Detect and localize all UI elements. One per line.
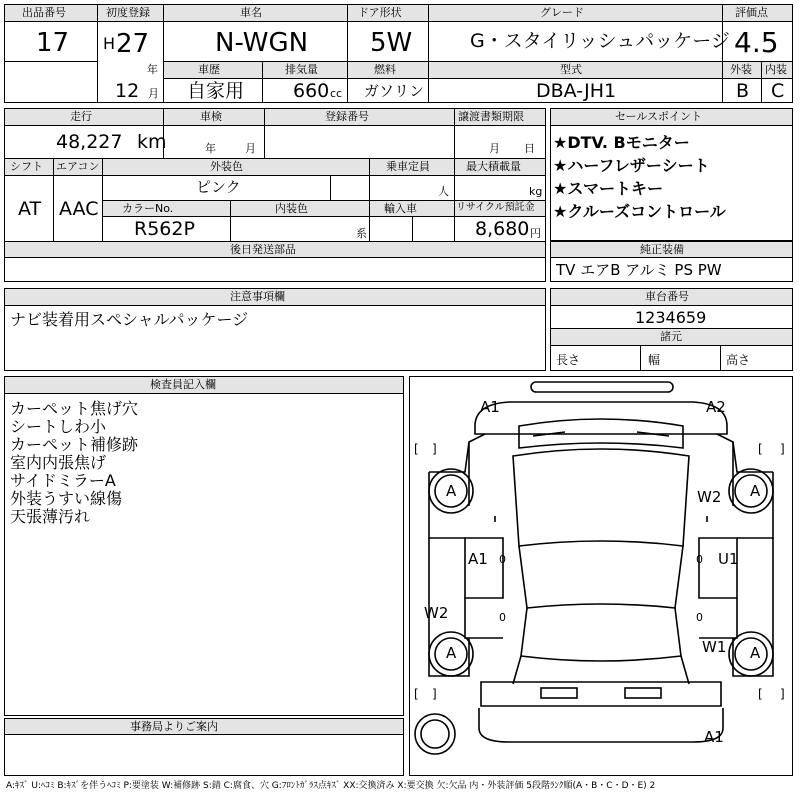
inspector-label: 検査員記入欄 [150, 378, 216, 391]
interior-score: C [771, 80, 785, 102]
equipment-label: 純正装備 [640, 243, 684, 256]
era: H [103, 34, 116, 53]
zero-mark: 0 [696, 553, 703, 566]
sales-point-item: ★スマートキー [553, 179, 664, 198]
reg-month: 12 [115, 80, 140, 102]
damage-mark-tire-rl: A [446, 644, 457, 662]
recycle-unit: 円 [530, 227, 541, 240]
model-label: 型式 [560, 63, 582, 76]
chassis-label: 車台番号 [645, 290, 689, 303]
zero-mark: 0 [499, 611, 506, 624]
ac-label: エアコン [56, 160, 100, 173]
max-load-unit: kg [529, 185, 543, 198]
interior-label: 内装 [765, 63, 787, 76]
bracket-open: [ [414, 442, 419, 456]
car-diagram [409, 376, 793, 776]
inspector-note: 天張薄汚れ [10, 507, 91, 526]
recycle-fee: 8,680 [475, 218, 530, 240]
height-label: 高さ [726, 353, 751, 367]
inspector-note: 室内内張焦げ [10, 453, 107, 472]
transfer-label: 譲渡書類期限 [458, 110, 524, 123]
mileage: 48,227 [56, 131, 123, 153]
ac: AAC [59, 198, 99, 220]
zero-mark: 0 [696, 611, 703, 624]
inspector-note: 外装うすい線傷 [10, 489, 123, 508]
lot-no: 17 [36, 28, 70, 58]
import-label: 輸入車 [384, 202, 417, 215]
year-unit: 年 [147, 63, 158, 76]
inspection-year-unit: 年 [205, 142, 216, 155]
capacity-unit: 人 [438, 185, 449, 198]
damage-mark-a1-rear: A1 [704, 728, 724, 746]
grade-label: グレード [540, 6, 584, 19]
sales-point-item: ★クルーズコントロール [553, 202, 726, 221]
lot-no-label: 出品番号 [22, 6, 66, 19]
later-parts-label: 後日発送部品 [230, 243, 296, 256]
sales-point-item: ★DTV. Bモニター [553, 133, 690, 152]
damage-mark-tire-fl: A [446, 482, 457, 500]
office-label: 事務局よりご案内 [130, 720, 218, 733]
zero-mark: 0 [499, 553, 506, 566]
transfer-month-unit: 月 [489, 142, 500, 155]
bracket-close: ] [432, 687, 437, 701]
mileage-label: 走行 [70, 110, 92, 123]
bracket-open: [ [414, 687, 419, 701]
inspection-label: 車検 [200, 110, 222, 123]
shift: AT [18, 198, 42, 220]
legend: A:ｷｽﾞ U:ﾍｺﾐ B:ｷｽﾞを伴うﾍｺﾐ P:要塗装 W:補修跡 S:錆 C:腐食、穴 G:ﾌﾛﾝﾄｶﾞﾗｽ点ｷｽﾞ XX:交換済み X:要交換 欠:欠品 内・外装評価 5段階ﾗﾝｸ順(A・B・C・D・E) 2 [6, 781, 656, 791]
inspector-note: シートしわ小 [10, 417, 107, 436]
damage-mark-a2-front: A2 [706, 398, 726, 416]
damage-mark-tire-fr: A [750, 482, 761, 500]
max-load-label: 最大積載量 [466, 160, 521, 173]
grade: G・スタイリッシュパッケージ [470, 30, 730, 52]
notes-text: ナビ装着用スペシャルパッケージ [10, 310, 249, 329]
transfer-day-unit: 日 [524, 142, 535, 155]
inspector-note: カーペット補修跡 [10, 435, 139, 454]
car-name: N-WGN [215, 28, 309, 58]
inspection-month-unit: 月 [245, 142, 256, 155]
door-label: ドア形状 [358, 6, 402, 19]
displacement: 660 [293, 80, 330, 102]
notes-label: 注意事項欄 [230, 290, 285, 303]
color-no-label: カラーNo. [122, 202, 174, 215]
score-label: 評価点 [735, 6, 768, 19]
first-reg-label: 初度登録 [106, 6, 150, 19]
model: DBA-JH1 [536, 80, 617, 102]
month-unit: 月 [148, 87, 159, 100]
color-no: R562P [134, 218, 195, 240]
damage-mark-tire-rr: A [750, 644, 761, 662]
recycle-label: リサイクル預託金 [456, 202, 535, 213]
bracket-open: [ [758, 687, 763, 701]
damage-mark-w1-right: W1 [702, 638, 727, 656]
width-label: 幅 [648, 353, 661, 367]
dims-label: 諸元 [660, 330, 682, 343]
shift-label: シフト [10, 160, 43, 173]
history-label: 車歴 [198, 63, 220, 76]
damage-mark-u1-right: U1 [718, 550, 739, 568]
fuel: ガソリン [364, 82, 425, 100]
damage-mark-a1-front: A1 [480, 398, 500, 416]
ext-color: ピンク [196, 178, 241, 196]
car-name-label: 車名 [240, 6, 262, 19]
damage-mark-w2-left: W2 [424, 604, 449, 622]
fuel-label: 燃料 [374, 63, 396, 76]
chassis-no: 1234659 [635, 308, 707, 327]
reg-year: 27 [116, 29, 150, 59]
int-color-unit: 系 [356, 227, 367, 240]
ext-color-label: 外装色 [210, 160, 243, 173]
bracket-close: ] [780, 687, 785, 701]
inspector-note: サイドミラーA [10, 471, 116, 490]
reg-no-label: 登録番号 [325, 110, 369, 123]
length-label: 長さ [556, 353, 581, 367]
exterior-label: 外装 [730, 63, 752, 76]
score: 4.5 [734, 26, 779, 59]
inspector-note: カーペット焦げ穴 [10, 399, 139, 418]
mileage-unit: km [137, 131, 167, 153]
damage-mark-a1-left: A1 [468, 550, 488, 568]
sales-point-item: ★ハーフレザーシート [553, 156, 710, 175]
displacement-label: 排気量 [285, 63, 318, 76]
sales-points-label: セールスポイント [615, 110, 703, 123]
history: 自家用 [187, 80, 245, 102]
int-color-label: 内装色 [275, 202, 308, 215]
exterior-score: B [736, 80, 750, 102]
equipment-value: TV エアB アルミ PS PW [556, 261, 722, 279]
bracket-close: ] [432, 442, 437, 456]
door-type: 5W [370, 28, 413, 58]
capacity-label: 乗車定員 [386, 160, 430, 173]
damage-mark-w2-right: W2 [697, 488, 722, 506]
displacement-unit: cc [330, 87, 343, 100]
bracket-open: [ [758, 442, 763, 456]
bracket-close: ] [780, 442, 785, 456]
